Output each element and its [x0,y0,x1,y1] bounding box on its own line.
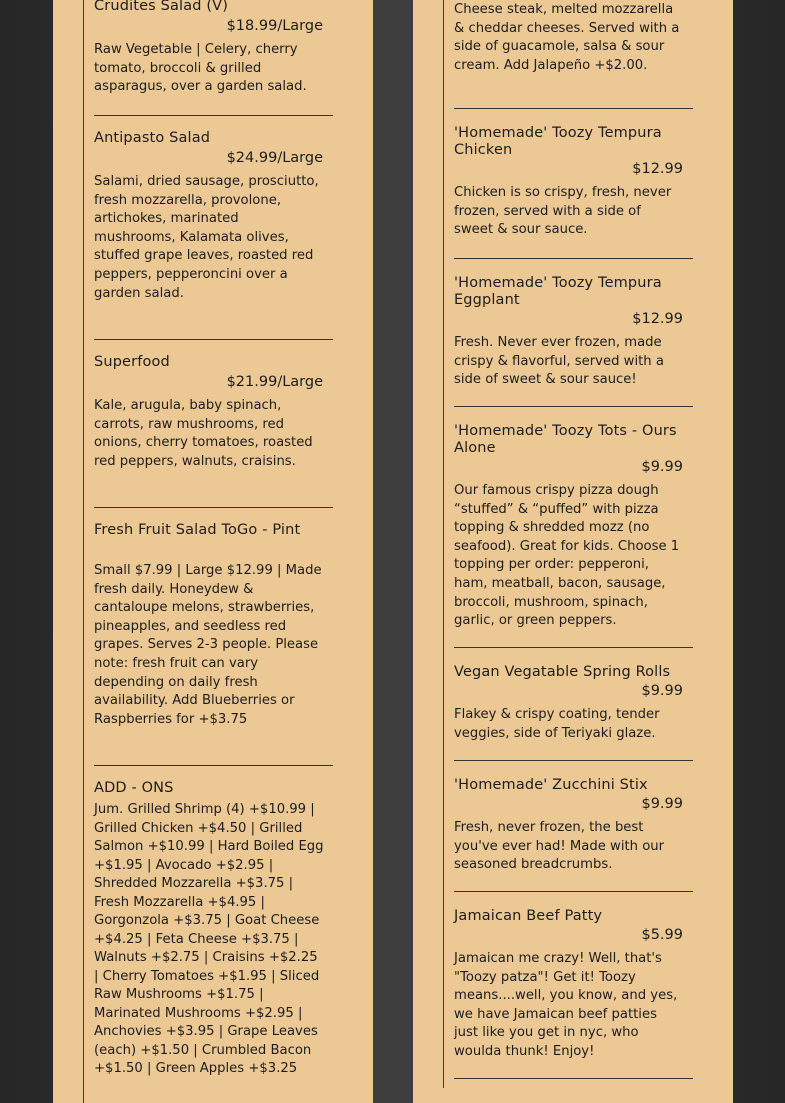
menu-item-description: Small $7.99 | Large $12.99 | Made fresh daily. Honeydew & cantaloupe melons, strawberries, pineapples, and seedless red grapes. Serves 2-3 people. Please note: fresh fruit can vary depending on daily fresh availability. Add Blueberries or Raspberries for +$3.75 [94,563,322,727]
vertical-rule [443,0,444,1088]
menu-item-description: Salami, dried sausage, prosciutto, fresh mozzarella, provolone, artichokes, marinated mushrooms, Kalamata olives, stuffed grape leaves, roasted red peppers, pepperoncini over a garden salad. [94,174,319,301]
menu-item-name: Jamaican Beef Patty [454,908,603,924]
menu-column-right [454,1,693,1079]
menu-item-price: $9.99 [641,459,683,475]
menu-item-name: Fresh Fruit Salad ToGo - Pint [94,522,301,538]
menu-item[interactable] [454,892,693,1079]
menu-item[interactable] [454,1,693,109]
menu-column-left [94,0,333,1079]
add-ons-list: Jum. Grilled Shrimp (4) +$10.99 | Grilled Chicken +$4.50 | Grilled Salmon +$10.99 | Hard Boiled Egg +$1.95 | Avocado +$2.95 | Shredded Mozzarella +$3.75 | Fresh Mozzarella +$4.95 | Gorgonzola +$3.75 | Goat Cheese +$4.25 | Feta Cheese +$3.75 | Walnuts +$2.75 | Craisins +$2.25 | Cherry Tomatoes +$1.95 | Sliced Raw Mushrooms +$1.75 | Marinated Mushrooms +$2.95 | Anchovies +$3.95 | Grape Leaves (each) +$1.50 | Crumbled Bacon +$1.50 | Green Apples +$3.25 [94,802,324,1076]
menu-item-price: $9.99 [641,796,683,812]
menu-item-name: Antipasto Salad [94,130,211,146]
menu-item-description: Fresh, never frozen, the best you've ever had! Made with our seasoned breadcrumbs. [454,820,665,873]
menu-item-price: $24.99/Large [226,150,323,166]
menu-item[interactable] [454,109,693,259]
menu-item-description: Cheese steak, melted mozzarella & cheddar cheeses. Served with a side of guacamole, salsa & sour cream. Add Jalapeño +$2.00. [454,2,680,73]
menu-item-description: Raw Vegetable | Celery, cherry tomato, broccoli & grilled asparagus, over a garden salad. [94,42,307,95]
menu-item[interactable] [454,407,693,648]
menu-item-price: $5.99 [641,927,683,943]
vertical-rule [83,0,84,1103]
add-ons-title: ADD - ONS [94,780,174,796]
menu-item-description: Jamaican me crazy! Well, that's "Toozy patza"! Get it! Toozy means....well, you know, and yes, we have Jamaican beef patties just like you get in nyc, who woulda thunk! Enjoy! [454,951,678,1059]
menu-item-name: Superfood [94,354,170,370]
menu-item[interactable] [94,340,333,508]
menu-panel-left [53,0,373,1103]
menu-item-price: $21.99/Large [226,374,323,390]
menu-item-name: Vegan Vegatable Spring Rolls [454,664,671,680]
menu-item[interactable] [94,0,333,116]
menu-item-price: $12.99 [632,311,683,327]
menu-item-description: Kale, arugula, baby spinach, carrots, raw mushrooms, red onions, cherry tomatoes, roasted red peppers, walnuts, craisins. [94,398,313,469]
menu-item[interactable] [94,116,333,340]
menu-item-name: Crudites Salad (V) [94,0,229,14]
menu-item[interactable] [454,259,693,407]
menu-item-price: $18.99/Large [226,18,323,34]
menu-item-name: 'Homemade' Toozy Tots - Ours Alone [454,423,677,456]
menu-item-description: Our famous crispy pizza dough “stuffed” & “puffed” with pizza topping & shredded mozz (no seafood). Great for kids. Choose 1 topping per order: pepperoni, ham, meatball, bacon, sausage, broccoli, mushroom, spinach, garlic, or green peppers. [454,483,680,629]
menu-item[interactable] [454,648,693,761]
add-ons-section [94,766,333,1079]
menu-item-description: Flakey & crispy coating, tender veggies, side of Teriyaki glaze. [454,707,660,741]
menu-item-price: $12.99 [632,161,683,177]
menu-item-name: 'Homemade' Toozy Tempura Eggplant [454,275,662,308]
menu-item-name: 'Homemade' Toozy Tempura Chicken [454,125,662,158]
menu-item-description: Chicken is so crispy, fresh, never frozen, served with a side of sweet & sour sauce. [454,185,672,238]
menu-item-price: $9.99 [641,683,683,699]
menu-item[interactable] [454,761,693,892]
menu-panel-right [413,0,733,1103]
menu-item[interactable] [94,508,333,766]
menu-item-description: Fresh. Never ever frozen, made crispy & flavorful, served with a side of sweet & sour sauce! [454,335,664,388]
menu-item-name: 'Homemade' Zucchini Stix [454,777,648,793]
